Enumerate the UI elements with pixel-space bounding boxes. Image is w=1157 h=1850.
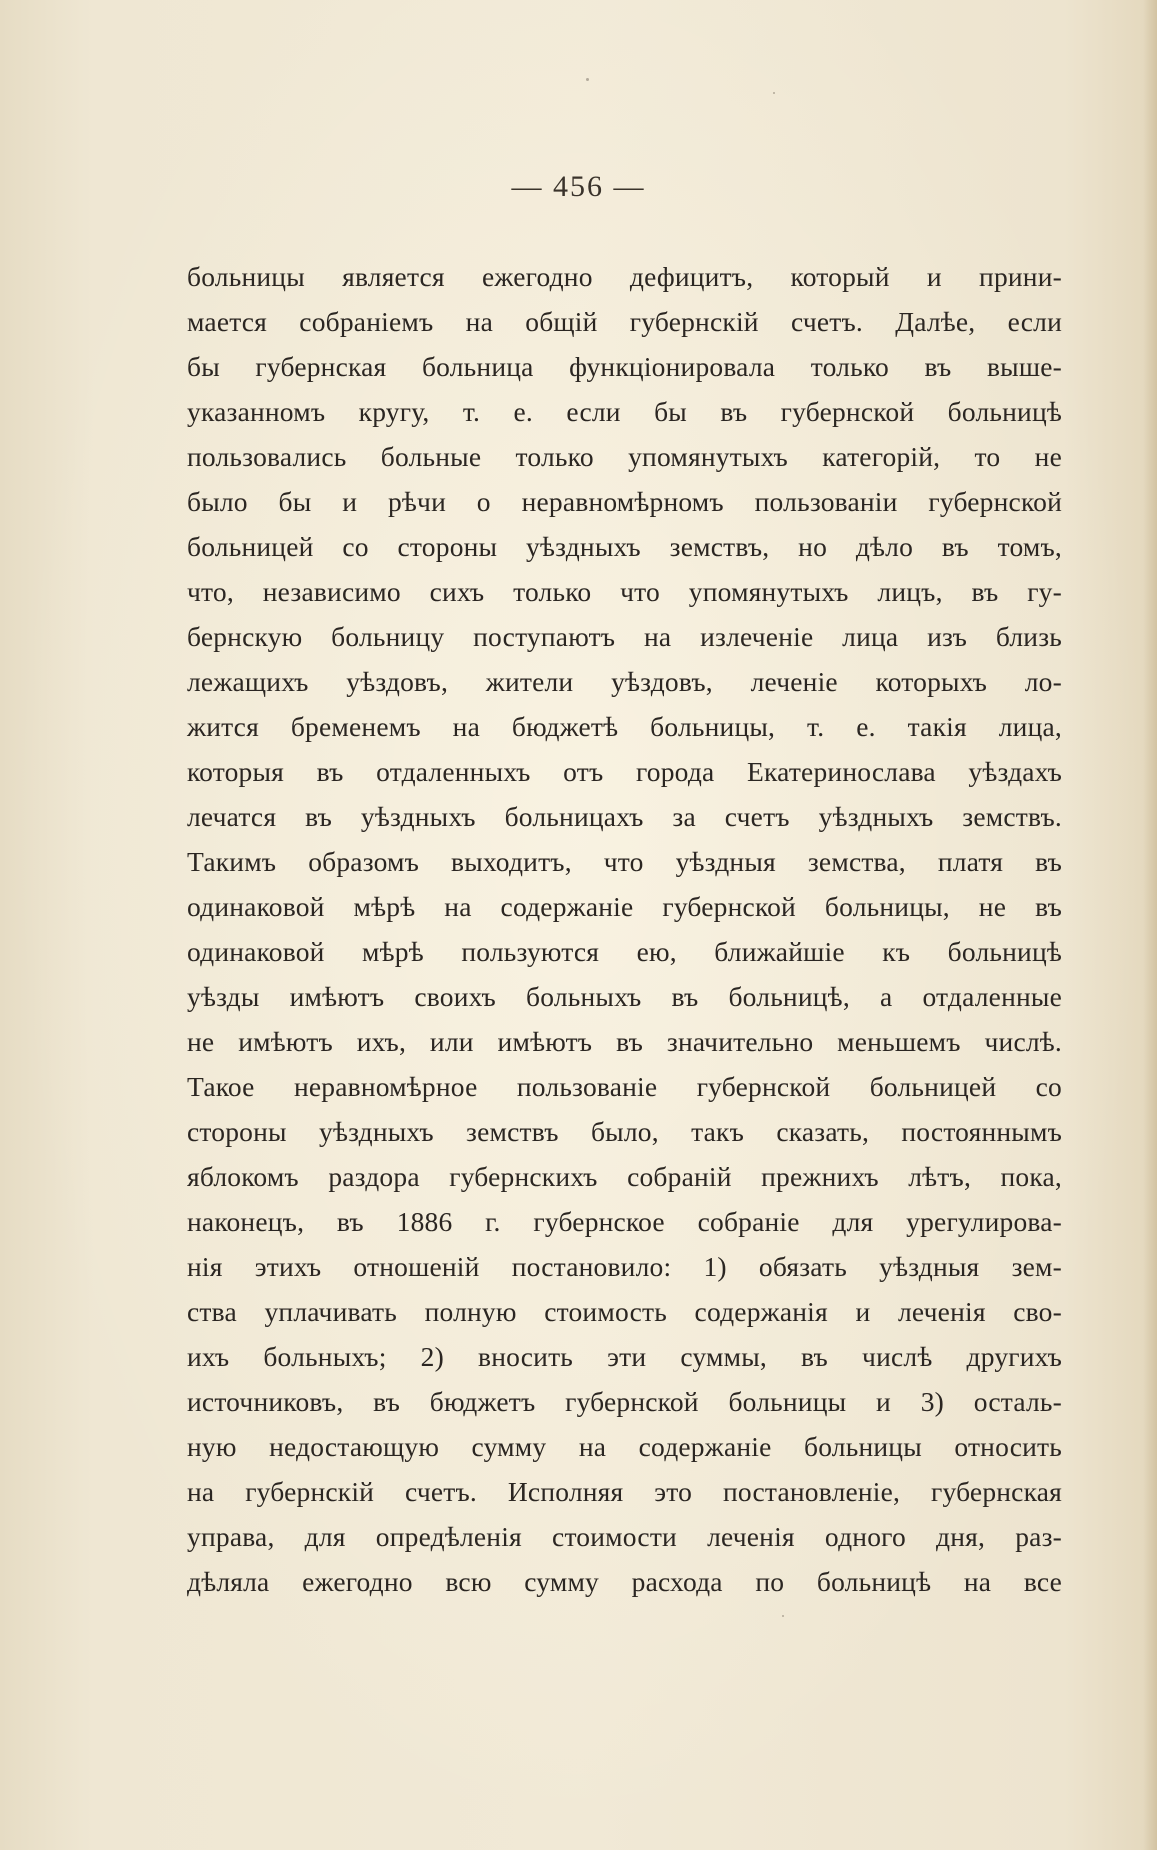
text-line: больницей со стороны уѣздныхъ земствъ, но дѣло въ томъ,: [187, 531, 1062, 562]
text-line: стороны уѣздныхъ земствъ было, такъ сказать, постояннымъ: [187, 1116, 1062, 1147]
text-line: которыя въ отдаленныхъ отъ города Екатеринослава уѣздахъ: [187, 756, 1062, 787]
text-line: пользовались больные только упомянутыхъ категорій, то не: [187, 441, 1062, 472]
text-line: ную недостающую сумму на содержаніе больницы относить: [187, 1431, 1062, 1462]
paper-speck: [586, 78, 589, 81]
text-line: одинаковой мѣрѣ пользуются ею, ближайшіе къ больницѣ: [187, 936, 1062, 967]
text-line: управа, для опредѣленія стоимости леченія одного дня, раз-: [187, 1521, 1062, 1552]
text-line: лечатся въ уѣздныхъ больницахъ за счетъ уѣздныхъ земствъ.: [187, 801, 1062, 832]
text-line: нія этихъ отношеній постановило: 1) обязать уѣздныя зем-: [187, 1251, 1062, 1282]
text-line: мается собраніемъ на общій губернскій счетъ. Далѣе, если: [187, 306, 1062, 337]
text-line: на губернскій счетъ. Исполняя это постановленіе, губернская: [187, 1476, 1062, 1507]
paper-speck: [773, 92, 775, 94]
text-line: указанномъ кругу, т. е. если бы въ губернской больницѣ: [187, 396, 1062, 427]
text-line: ихъ больныхъ; 2) вносить эти суммы, въ числѣ другихъ: [187, 1341, 1062, 1372]
text-line: было бы и рѣчи о неравномѣрномъ пользованіи губернской: [187, 486, 1062, 517]
paper-speck: [782, 1615, 784, 1617]
text-line: бернскую больницу поступаютъ на излеченіе лица изъ близь: [187, 621, 1062, 652]
text-line: Такое неравномѣрное пользованіе губернской больницей со: [187, 1071, 1062, 1102]
page-number: — 456 —: [511, 170, 646, 203]
body-text: [187, 254, 1062, 1604]
text-line: наконецъ, въ 1886 г. губернское собраніе для урегулирова-: [187, 1206, 1062, 1237]
text-line: одинаковой мѣрѣ на содержаніе губернской больницы, не въ: [187, 891, 1062, 922]
text-line: что, независимо сихъ только что упомянутыхъ лицъ, въ гу-: [187, 576, 1062, 607]
page-edge-shadow: [1143, 0, 1157, 1850]
text-line: не имѣютъ ихъ, или имѣютъ въ значительно меньшемъ числѣ.: [187, 1026, 1062, 1057]
text-line: дѣляла ежегодно всю сумму расхода по больницѣ на все: [187, 1566, 1062, 1597]
text-line: бы губернская больница функціонировала только въ выше-: [187, 351, 1062, 382]
text-line: яблокомъ раздора губернскихъ собраній прежнихъ лѣтъ, пока,: [187, 1161, 1062, 1192]
text-line: уѣзды имѣютъ своихъ больныхъ въ больницѣ, а отдаленные: [187, 981, 1062, 1012]
text-line: больницы является ежегодно дефицитъ, который и прини-: [187, 261, 1062, 292]
text-line: источниковъ, въ бюджетъ губернской больницы и 3) осталь-: [187, 1386, 1062, 1417]
text-line: жится бременемъ на бюджетѣ больницы, т. е. такія лица,: [187, 711, 1062, 742]
text-line: Такимъ образомъ выходитъ, что уѣздныя земства, платя въ: [187, 846, 1062, 877]
text-line: ства уплачивать полную стоимость содержанія и леченія сво-: [187, 1296, 1062, 1327]
text-line: лежащихъ уѣздовъ, жители уѣздовъ, леченіе которыхъ ло-: [187, 666, 1062, 697]
